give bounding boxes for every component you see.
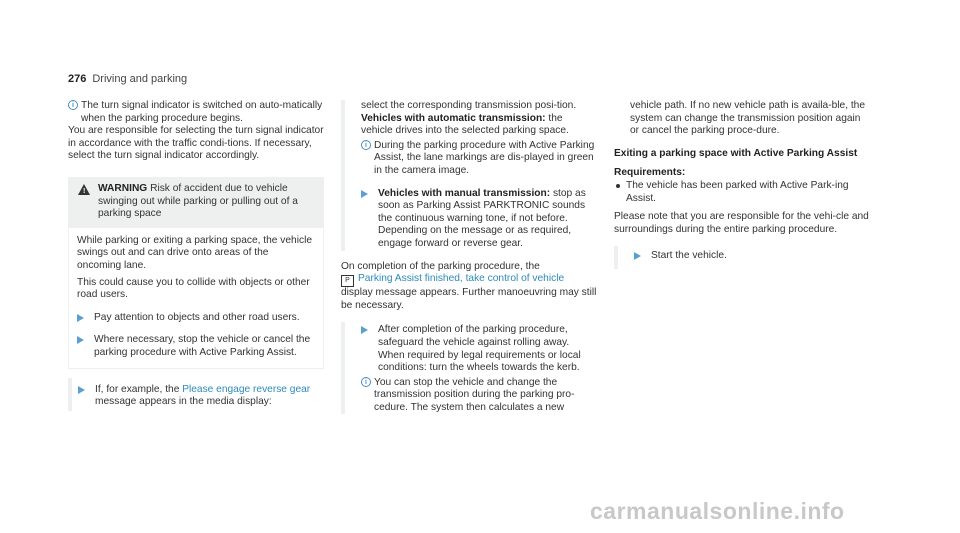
step-arrow-icon: [77, 314, 84, 322]
warning-step-1: [77, 312, 315, 325]
page-header: [68, 73, 187, 86]
warning-header: [68, 177, 324, 229]
after-completion-block: [341, 322, 597, 414]
requirement-text: The vehicle has been parked with Active Park-ing Assist.: [626, 179, 849, 204]
completion-pre: On completion of the parking procedure, the: [341, 260, 540, 272]
step-arrow-icon: [77, 336, 84, 344]
continued-text: select the corresponding transmission posi-tion.: [361, 100, 577, 111]
step-after-completion: [361, 324, 597, 374]
step-arrow-icon: [361, 190, 368, 198]
warning-box: [68, 177, 324, 369]
warning-text: Risk of accident due to vehicle swinging out while parking or pulling out of a parking space: [98, 182, 298, 220]
automatic-transmission: [361, 113, 597, 138]
info-icon: i: [361, 377, 371, 387]
responsibility-paragraph: Please note that you are responsible for the vehi-cle and surroundings during the entire parking procedure.: [614, 211, 869, 235]
bullet-icon: [616, 184, 620, 188]
message-please-engage-reverse-gear: Please engage reverse gear: [182, 383, 311, 395]
step-reverse-gear: [78, 384, 324, 409]
warning-body: [68, 229, 324, 369]
step-text: Start the vehicle.: [651, 250, 727, 262]
step-text-reverse: [95, 384, 324, 409]
auto-text: the vehicle drives into the selected parking space.: [361, 112, 569, 137]
section-title: Driving and parking: [92, 73, 188, 85]
warning-body-1: While parking or exiting a parking space, the vehicle swings out and can drive onto areas of the oncoming lane.: [77, 234, 313, 271]
auto-label: Vehicles with automatic transmission:: [361, 112, 546, 124]
requirement-item: [614, 180, 870, 205]
info-note-stop-vehicle: [361, 377, 597, 415]
step-text: Pay attention to objects and other road users.: [94, 311, 300, 323]
section-heading: Exiting a parking space with Active Parking Assist: [614, 147, 858, 159]
step-arrow-icon: [78, 386, 85, 394]
column-2: [341, 100, 597, 414]
info-text: During the parking procedure with Active Parking Assist, the lane markings are dis-played in green in the camera image.: [374, 139, 595, 176]
completion-paragraph: [341, 261, 597, 313]
manual-transmission: [378, 188, 597, 251]
step-arrow-icon: [634, 252, 641, 260]
parking-assist-icon: P: [341, 275, 354, 287]
warning-triangle-icon: !: [78, 184, 90, 195]
column-1: [68, 100, 324, 411]
step-pre: If, for example, the: [95, 383, 183, 395]
step-start-vehicle: [634, 250, 870, 263]
watermark: carmanualsonline.info: [590, 498, 845, 524]
step-arrow-icon: [361, 326, 368, 334]
paragraph-turn-signal: You are responsible for selecting the turn signal indicator in accordance with the traffic condi-tions. If necessary, select the turn signal indicator accordingly.: [68, 125, 324, 162]
requirements-label: Requirements:: [614, 167, 686, 179]
completion-post: display message appears. Further manoeuvring may still be necessary.: [341, 287, 597, 311]
warning-label: WARNING: [98, 182, 148, 194]
warning-body-2: This could cause you to collide with objects or other road users.: [77, 276, 310, 301]
step-post: message appears in the media display:: [95, 396, 272, 408]
column-3: [614, 100, 870, 269]
manual-label: Vehicles with manual transmission:: [378, 187, 551, 199]
manual-text: stop as soon as Parking Assist PARKTRONIC sounds the continuous warning tone, if not before. Depending on the message or as required, engage forward or reverse gear.: [378, 187, 586, 249]
instruction-block: [68, 378, 324, 411]
continued-text: vehicle path. If no new vehicle path is availa-ble, the system can change the transmission position again or cancel the parking proce-dure.: [630, 100, 866, 137]
continued-block: [341, 100, 597, 251]
step-manual-transmission: [361, 188, 597, 251]
info-text: The turn signal indicator is switched on auto-matically when the parking procedure begins.: [81, 100, 323, 124]
info-text: You can stop the vehicle and change the transmission position during the parking pro-cedure. The system then calculates a new: [374, 376, 575, 413]
step-text: Where necessary, stop the vehicle or cancel the parking procedure with Active Parking Assist.: [94, 334, 311, 358]
start-block: [614, 246, 870, 269]
page-number: 276: [68, 73, 87, 85]
step-text: After completion of the parking procedure, safeguard the vehicle against rolling away. When required by legal requirements or local conditions: turn the wheels towards the kerb.: [378, 324, 581, 374]
info-note-turn-signal: [68, 100, 324, 125]
warning-step-2: [77, 334, 315, 359]
info-icon: i: [361, 140, 371, 150]
message-parking-assist-finished: Parking Assist finished, take control of vehicle: [358, 273, 565, 285]
info-icon: i: [68, 100, 78, 110]
info-note-lane-markings: [361, 140, 597, 178]
